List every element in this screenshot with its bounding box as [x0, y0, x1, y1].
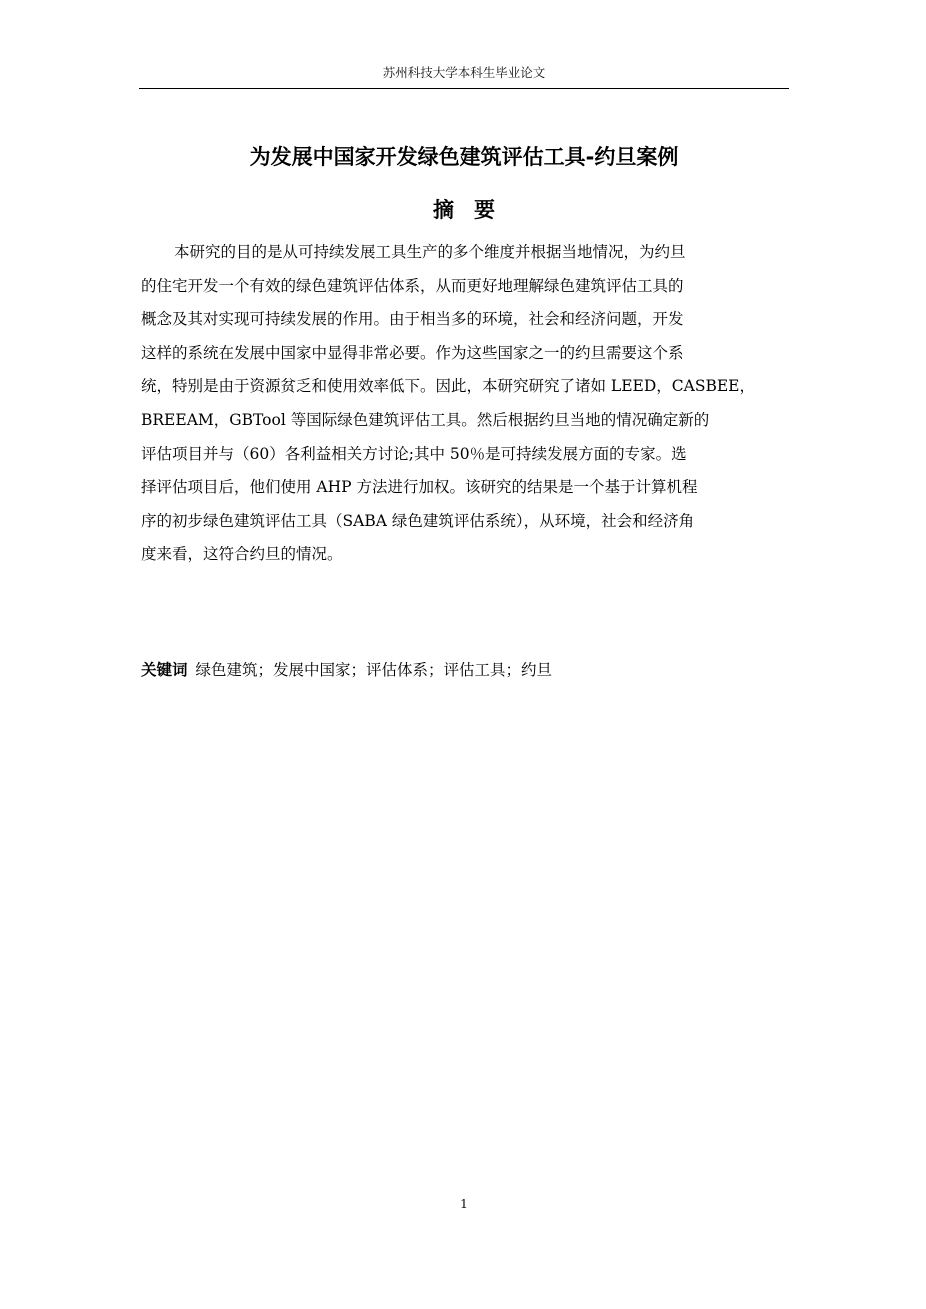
running-header: 苏州科技大学本科生毕业论文	[139, 62, 789, 89]
abstract-line: 统，特别是由于资源贫乏和使用效率低下。因此，本研究研究了诸如 LEED，CASBEE，	[141, 377, 755, 396]
abstract-line: 概念及其对实现可持续发展的作用。由于相当多的环境，社会和经济问题，开发	[141, 310, 684, 329]
thesis-title: 为发展中国家开发绿色建筑评估工具-约旦案例	[249, 145, 679, 169]
abstract-line: 序的初步绿色建筑评估工具（SABA 绿色建筑评估系统），从环境，社会和经济角	[141, 511, 695, 530]
abstract-heading: 摘要	[433, 198, 515, 222]
abstract-line: 这样的系统在发展中国家中显得非常必要。作为这些国家之一的约旦需要这个系	[141, 343, 684, 362]
abstract-line: BREEAM，GBTool 等国际绿色建筑评估工具。然后根据约旦当地的情况确定新的	[141, 410, 710, 429]
page-number: 1	[460, 1196, 468, 1211]
keywords-row	[141, 654, 793, 686]
abstract-line: 择评估项目后，他们使用 AHP 方法进行加权。该研究的结果是一个基于计算机程	[141, 478, 698, 497]
abstract-line: 评估项目并与（60）各利益相关方讨论;其中 50％是可持续发展方面的专家。选	[141, 444, 687, 463]
abstract-line: 本研究的目的是从可持续发展工具生产的多个维度并根据当地情况，为约旦	[174, 243, 686, 261]
keywords-label: 关键词	[141, 661, 188, 679]
abstract-line: 度来看，这符合约旦的情况。	[141, 545, 343, 564]
abstract-line: 的住宅开发一个有效的绿色建筑评估体系，从而更好地理解绿色建筑评估工具的	[141, 276, 684, 295]
keywords-text: 绿色建筑；发展中国家；评估体系；评估工具；约旦	[195, 661, 553, 679]
abstract-body	[141, 236, 793, 572]
